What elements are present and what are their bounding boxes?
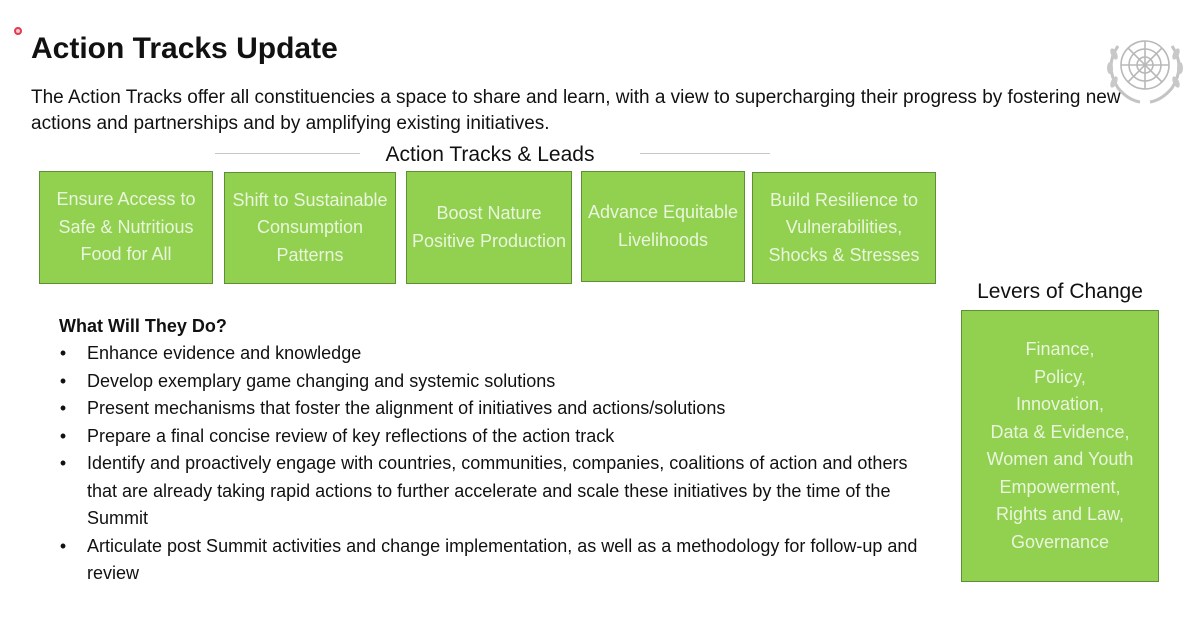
levers-box	[961, 310, 1159, 582]
bullet-glyph: •	[59, 535, 67, 556]
list-item-text: Develop exemplary game changing and systemic solutions	[87, 370, 556, 391]
track-label: Shift to Sustainable Consumption Patterns	[232, 189, 388, 265]
track-box-food-access	[39, 171, 213, 284]
track-label: Advance Equitable Livelihoods	[587, 202, 739, 250]
list-item-text: Articulate post Summit activities and change implementation, as well as a methodology for follow-up and review	[87, 535, 918, 583]
lever-item: Governance	[1010, 531, 1110, 552]
list-item	[57, 533, 937, 588]
recording-dot-icon	[14, 27, 22, 35]
lever-item: Rights and Law,	[995, 504, 1125, 524]
bullet-glyph: •	[59, 398, 67, 418]
lever-item: Policy,	[1034, 366, 1086, 387]
slide-title: Action Tracks Update	[31, 32, 338, 65]
list-item	[57, 423, 937, 451]
slide-intro: The Action Tracks offer all constituencies a space to share and learn, with a view to supercharging their progress by fostering new actions and partnerships and by amplifying existing initiatives.	[31, 87, 1121, 134]
un-emblem-icon	[1096, 26, 1194, 108]
lever-item: Innovation,	[1015, 394, 1105, 414]
track-label: Ensure Access to Safe & Nutritious Food for All	[56, 189, 196, 265]
list-item-text: Prepare a final concise review of key reflections of the action track	[87, 425, 615, 446]
bullet-glyph: •	[59, 343, 67, 363]
bullet-glyph: •	[59, 370, 67, 391]
list-item	[57, 368, 937, 396]
lever-item: Data & Evidence,	[990, 421, 1130, 442]
lever-item: Women and Youth Empowerment,	[986, 449, 1134, 497]
track-box-resilience	[752, 172, 936, 284]
list-item-text: Present mechanisms that foster the alignment of initiatives and actions/solutions	[87, 398, 726, 418]
list-item	[57, 450, 937, 533]
tracks-heading: Action Tracks & Leads	[385, 143, 595, 166]
list-item-text: Enhance evidence and knowledge	[87, 343, 362, 363]
bullet-glyph: •	[59, 453, 67, 473]
bullet-glyph: •	[59, 425, 67, 446]
list-item	[57, 395, 937, 423]
activities-heading: What Will They Do?	[59, 316, 227, 336]
list-item-text: Identify and proactively engage with countries, communities, companies, coalitions of action and others that are already taking rapid actions to further accelerate and scale these initiatives by the time of the Summit	[87, 453, 908, 528]
levers-heading: Levers of Change	[977, 280, 1143, 303]
track-box-sustainable-consumption	[224, 172, 396, 284]
track-box-equitable-livelihoods	[581, 171, 745, 282]
track-box-nature-positive	[406, 171, 572, 284]
track-label: Boost Nature Positive Production	[411, 203, 567, 251]
levers-list	[962, 336, 1158, 556]
track-label: Build Resilience to Vulnerabilities, Shocks & Stresses	[768, 189, 920, 265]
activities-list	[57, 340, 937, 588]
lever-item: Finance,	[1025, 339, 1095, 359]
list-item	[57, 340, 937, 368]
